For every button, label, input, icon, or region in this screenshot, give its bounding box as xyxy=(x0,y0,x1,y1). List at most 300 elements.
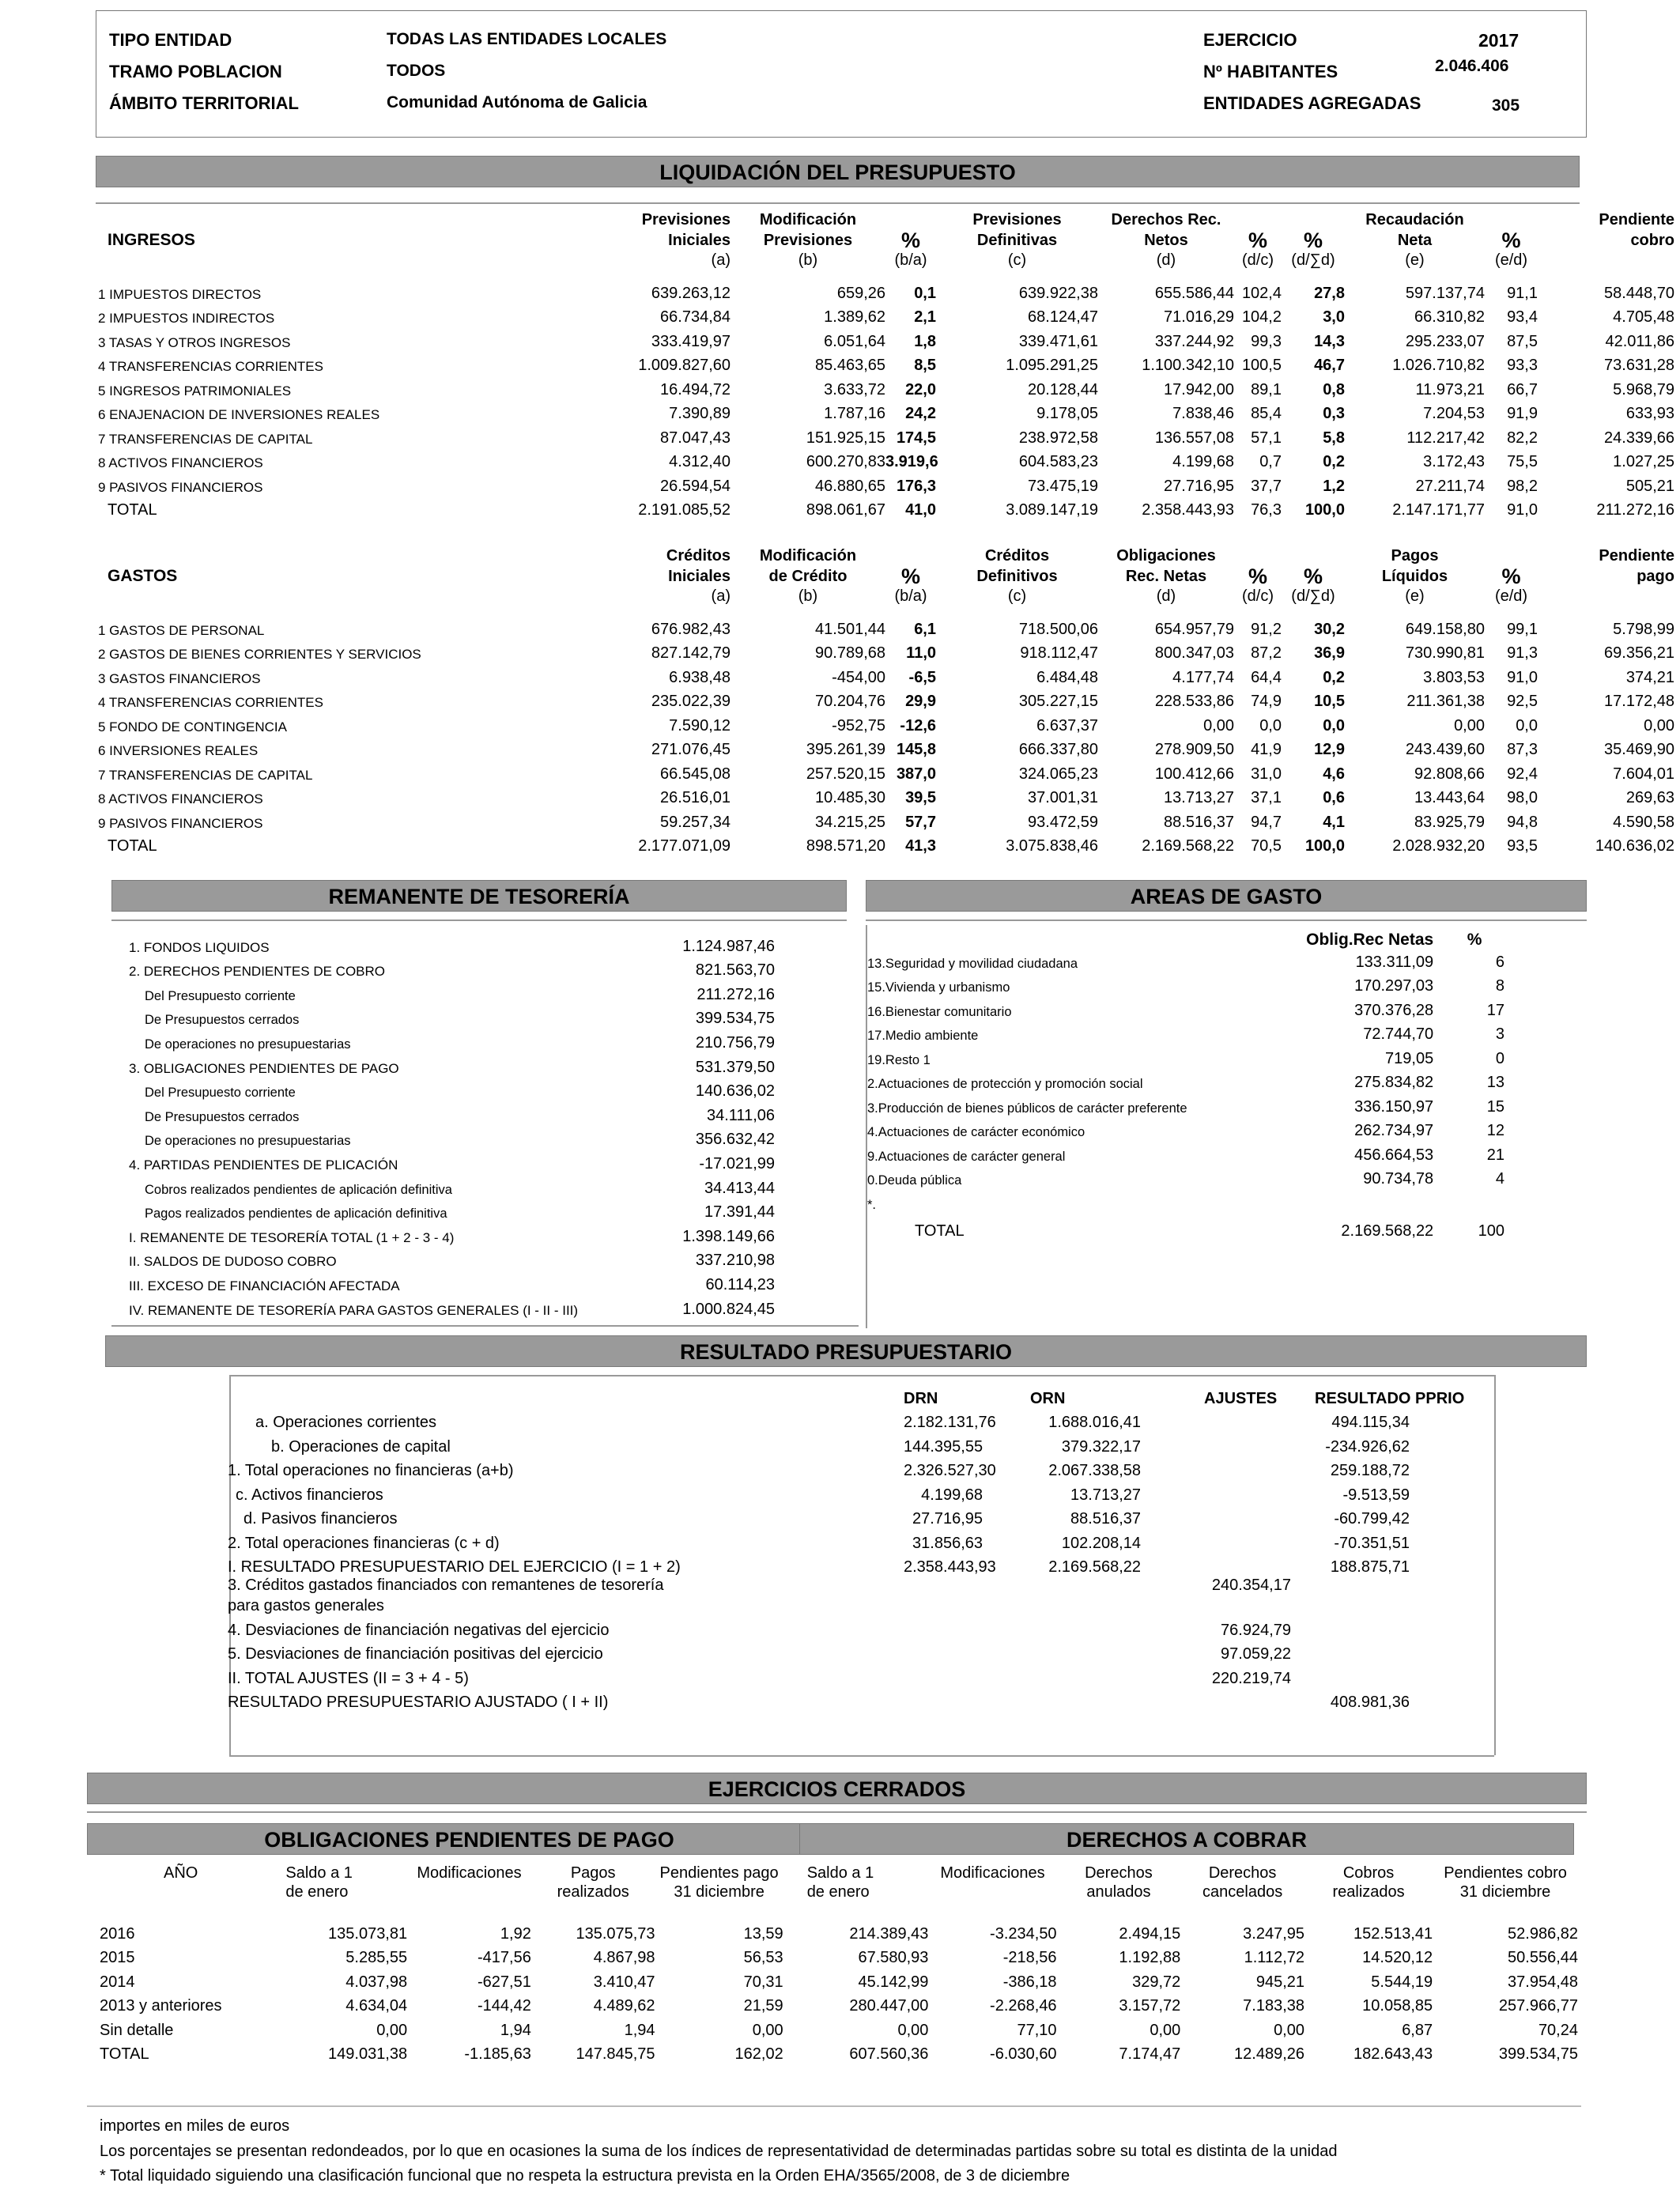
remanente-row-label: 1. FONDOS LIQUIDOS xyxy=(129,939,270,955)
gastos-row-value: 666.337,80 xyxy=(1018,741,1098,758)
gastos-row-value: 395.261,39 xyxy=(806,741,885,758)
gastos-col-header: % xyxy=(1303,565,1323,588)
resultado-row xyxy=(224,1577,1410,1595)
remanente-row-value: 1.398.149,66 xyxy=(682,1227,775,1245)
areas-row-label: 13.Seguridad y movilidad ciudadana xyxy=(867,956,1078,971)
ingresos-row-label: 3 TASAS Y OTROS INGRESOS xyxy=(98,334,291,350)
areas-row-label: 4.Actuaciones de carácter económico xyxy=(867,1125,1085,1139)
ingresos-row-value: 1.027,25 xyxy=(1613,453,1674,470)
gastos-section-label: GASTOS xyxy=(108,566,178,585)
ingresos-row-value: 24,2 xyxy=(905,405,936,422)
resultado-orn: 1.688.016,41 xyxy=(1048,1414,1141,1431)
gastos-row-value: 211.361,38 xyxy=(1406,693,1485,710)
areas-row-pct: 0 xyxy=(1495,1049,1504,1067)
gastos-row-value: 4.590,58 xyxy=(1613,813,1674,831)
ingresos-col-header: (d/∑d) xyxy=(1291,251,1335,269)
ingresos-total-value: 41,0 xyxy=(905,501,936,519)
gastos-row-value: 13.713,27 xyxy=(1164,789,1234,806)
resultado-col-header: ORN xyxy=(1030,1389,1066,1407)
cerrados-value: 945,21 xyxy=(1255,1973,1304,1991)
cerrados-value: 149.031,38 xyxy=(328,2045,408,2063)
gastos-row-value: 29,9 xyxy=(905,693,936,710)
gastos-row-value: 87,3 xyxy=(1507,741,1538,758)
gastos-col-header: (d/c) xyxy=(1242,587,1274,605)
ingresos-row-value: 26.594,54 xyxy=(660,477,731,495)
ingresos-row-label: 4 TRANSFERENCIAS CORRIENTES xyxy=(98,359,323,374)
cerrados-value: 607.560,36 xyxy=(849,2045,929,2063)
ingresos-row-value: 3.633,72 xyxy=(824,380,885,398)
gastos-row-value: -6,5 xyxy=(908,668,936,686)
ingresos-total-value: 76,3 xyxy=(1251,501,1282,519)
cerrados-value: 5.544,19 xyxy=(1371,1973,1433,1991)
ingresos-col-header: Pendiente xyxy=(1599,211,1674,228)
cerrados-year: 2014 xyxy=(100,1973,135,1991)
cerrados-title: EJERCICIOS CERRADOS xyxy=(87,1773,1587,1804)
resultado-row xyxy=(224,1480,1410,1505)
cerrados-value: -627,51 xyxy=(478,1973,531,1991)
ingresos-col-header: (a) xyxy=(711,251,731,269)
resultado-orn xyxy=(983,1640,1172,1664)
remanente-row xyxy=(126,1004,775,1029)
gastos-col-header: (d/∑d) xyxy=(1291,587,1335,605)
cerrados-value: 257.966,77 xyxy=(1498,1997,1578,2015)
areas-table xyxy=(867,931,1516,1240)
areas-row-pct xyxy=(1433,1188,1516,1213)
resultado-orn: 2.067.338,58 xyxy=(1048,1462,1141,1479)
gastos-row-value: 30,2 xyxy=(1314,620,1345,638)
cerrados-value: 1.192,88 xyxy=(1119,1949,1181,1966)
gastos-row-label: 1 GASTOS DE PERSONAL xyxy=(98,622,265,638)
ingresos-col-header: Previsiones xyxy=(641,211,731,228)
resultado-drn xyxy=(904,1595,983,1615)
ingresos-row-value: 337.244,92 xyxy=(1154,332,1234,350)
ingresos-row-value: 46.880,65 xyxy=(815,477,885,495)
areas-row-label: 15.Vivienda y urbanismo xyxy=(867,980,1010,995)
ingresos-total-value: 91,0 xyxy=(1507,501,1538,519)
ingresos-col-header: cobro xyxy=(1630,232,1674,249)
areas-row xyxy=(867,1068,1516,1093)
resultado-row xyxy=(224,1505,1410,1529)
gastos-row-label: 5 FONDO DE CONTINGENCIA xyxy=(98,719,287,734)
gastos-row-value: 41.501,44 xyxy=(815,620,885,638)
ingresos-col-header xyxy=(1538,251,1674,270)
spacer-row xyxy=(96,270,1674,278)
areas-row-label: 19.Resto 1 xyxy=(867,1052,931,1067)
gastos-row-value: 676.982,43 xyxy=(651,620,731,638)
cerrados-value: 13,59 xyxy=(743,1924,783,1943)
ingresos-row-value: 3.919,6 xyxy=(885,453,938,470)
gastos-row-value: 92,4 xyxy=(1507,765,1538,783)
areas-row-label: 16.Bienestar comunitario xyxy=(867,1004,1012,1019)
gastos-col-header xyxy=(1538,587,1674,606)
gastos-row-value: 6,1 xyxy=(914,620,936,638)
areas-row xyxy=(867,1188,1516,1213)
remanente-row xyxy=(126,1198,775,1222)
remanente-row-label: De operaciones no presupuestarias xyxy=(145,1037,351,1052)
habitantes-label: Nº HABITANTES xyxy=(1203,62,1338,81)
ambito-value: Comunidad Autónoma de Galicia xyxy=(387,93,647,111)
ingresos-row-label: 6 ENAJENACION DE INVERSIONES REALES xyxy=(98,407,380,422)
ingresos-row-value: 0,2 xyxy=(1323,453,1345,470)
areas-row xyxy=(867,995,1516,1020)
ingresos-row-value: 1,2 xyxy=(1323,477,1345,495)
remanente-row xyxy=(126,980,775,1004)
cerrados-value: 4.489,62 xyxy=(593,1997,655,2015)
cerrados-value: 45.142,99 xyxy=(858,1973,929,1991)
gastos-row-value: 6.637,37 xyxy=(1036,716,1098,734)
remanente-row-value: 531.379,50 xyxy=(695,1058,775,1076)
agregadas-value: 305 xyxy=(1492,96,1520,115)
gastos-row-value: 800.347,03 xyxy=(1154,644,1234,662)
gastos-row-value: 235.022,39 xyxy=(651,693,731,710)
ingresos-row-value: 174,5 xyxy=(896,429,936,447)
ingresos-row-value: 136.557,08 xyxy=(1154,429,1234,447)
gastos-col-header: % xyxy=(900,565,920,588)
ingresos-row-value: 0,7 xyxy=(1259,453,1282,470)
areas-row-value: 90.734,78 xyxy=(1363,1170,1434,1188)
ingresos-row xyxy=(96,375,1674,399)
areas-row xyxy=(867,1116,1516,1141)
ingresos-row-value: 4.199,68 xyxy=(1172,453,1234,470)
areas-row-value: 133.311,09 xyxy=(1355,953,1434,971)
areas-row-label: 17.Medio ambiente xyxy=(867,1029,979,1043)
gastos-row-value: 0,00 xyxy=(1644,716,1674,734)
ejercicios-cerrados-table xyxy=(100,1864,1578,2064)
cerrados-value: 56,53 xyxy=(743,1949,783,1966)
ingresos-row-value: 6.051,64 xyxy=(824,332,885,350)
remanente-row-value: 140.636,02 xyxy=(695,1082,775,1101)
areas-total-value: 2.169.568,22 xyxy=(1341,1222,1434,1240)
gastos-col-header: (a) xyxy=(711,587,731,605)
areas-row-pct: 6 xyxy=(1495,953,1504,971)
ingresos-row-label: 7 TRANSFERENCIAS DE CAPITAL xyxy=(98,431,313,447)
gastos-row-value: 718.500,06 xyxy=(1018,620,1098,638)
cerrados-value: 214.389,43 xyxy=(849,1924,929,1943)
ingresos-row-value: 151.925,15 xyxy=(806,429,885,447)
cerrados-value: -6.030,60 xyxy=(990,2045,1057,2063)
cerrados-value: 21,59 xyxy=(743,1997,783,2015)
areas-col-oblig: Oblig.Rec Netas xyxy=(1306,931,1434,949)
cerrados-value: 1,92 xyxy=(500,1924,531,1943)
resultado-pprio xyxy=(1291,1640,1410,1664)
ingresos-row-value: 75,5 xyxy=(1507,453,1538,470)
ingresos-total-value: 898.061,67 xyxy=(806,501,885,519)
gastos-col-header: pago xyxy=(1637,568,1674,585)
areas-row-label: 0.Deuda pública xyxy=(867,1173,962,1188)
ingresos-row xyxy=(96,278,1674,303)
resultado-pprio xyxy=(1291,1595,1410,1615)
resultado-row-label: 4. Desviaciones de financiación negativas del ejercicio xyxy=(228,1621,610,1639)
cerrados-value: 329,72 xyxy=(1132,1973,1181,1991)
remanente-row xyxy=(126,1173,775,1198)
cerrados-year: 2016 xyxy=(100,1924,135,1943)
areas-top-divider xyxy=(866,920,1587,921)
ingresos-col-header: Modificación xyxy=(759,211,857,228)
cerrados-value: 14.520,12 xyxy=(1362,1949,1433,1966)
gastos-row-value: 0,2 xyxy=(1323,668,1345,686)
remanente-row-label: 3. OBLIGACIONES PENDIENTES DE PAGO xyxy=(129,1060,399,1076)
footer-note-units: importes en miles de euros xyxy=(100,2117,290,2135)
gastos-col-header: (e/d) xyxy=(1494,587,1528,605)
gastos-col-header: Pendiente xyxy=(1599,547,1674,565)
ingresos-row-value: 16.494,72 xyxy=(660,380,731,398)
ingresos-row-value: 639.263,12 xyxy=(651,284,731,302)
ingresos-row-value: 1.009.827,60 xyxy=(638,357,731,374)
ingresos-row-value: 339.471,61 xyxy=(1018,332,1098,350)
ingresos-row-value: 24.339,66 xyxy=(1604,429,1674,447)
resultado-drn: 2.326.527,30 xyxy=(904,1462,996,1479)
ingresos-row-value: 57,1 xyxy=(1251,429,1282,447)
resultado-row xyxy=(224,1553,1410,1577)
resultado-row xyxy=(224,1688,1410,1713)
gastos-row-value: -952,75 xyxy=(832,716,885,734)
areas-row-pct: 4 xyxy=(1495,1170,1504,1188)
gastos-total-label: TOTAL xyxy=(108,837,157,855)
resultado-row xyxy=(224,1456,1410,1481)
gastos-row-value: 257.520,15 xyxy=(806,765,885,783)
gastos-row-value: 0,0 xyxy=(1259,716,1282,734)
ingresos-row-value: 600.270,83 xyxy=(806,453,885,470)
cerrados-value: 52.986,82 xyxy=(1508,1924,1578,1943)
gastos-col-header: Obligaciones xyxy=(1116,547,1216,565)
cerrados-value: 1,94 xyxy=(500,2021,531,2039)
ingresos-row-value: 27.716,95 xyxy=(1164,477,1234,495)
ingresos-total-value: 100,0 xyxy=(1304,501,1345,519)
cerrados-col-header: Cobros xyxy=(1342,1864,1395,1882)
gastos-row-value: 4.177,74 xyxy=(1172,668,1234,686)
ingresos-row-value: 68.124,47 xyxy=(1028,308,1098,326)
remanente-row xyxy=(126,1125,775,1150)
ingresos-col-header: Iniciales xyxy=(668,232,731,249)
gastos-row-value: 26.516,01 xyxy=(660,789,731,806)
gastos-row-label: 2 GASTOS DE BIENES CORRIENTES Y SERVICIOS xyxy=(98,647,421,662)
gastos-row xyxy=(96,711,1674,735)
ingresos-row-value: 73.631,28 xyxy=(1604,357,1674,374)
remanente-row-value: 1.000.824,45 xyxy=(682,1300,775,1318)
header-box xyxy=(96,10,1587,138)
cerrados-value: 10.058,85 xyxy=(1362,1997,1433,2015)
cerrados-value: 0,00 xyxy=(376,2021,408,2039)
remanente-row xyxy=(126,1052,775,1077)
ingresos-row-value: 98,2 xyxy=(1507,477,1538,495)
cerrados-col-header: 31 diciembre xyxy=(1459,1883,1551,1901)
gastos-row-value: 57,7 xyxy=(905,813,936,831)
resultado-pprio xyxy=(1291,1615,1410,1640)
ingresos-total-label: TOTAL xyxy=(108,501,157,519)
ingresos-col-header: Netos xyxy=(1144,232,1188,249)
ingresos-row-value: 1.095.291,25 xyxy=(1006,357,1098,374)
cerrados-value: 37.954,48 xyxy=(1508,1973,1578,1991)
areas-row xyxy=(867,1140,1516,1165)
cerrados-value: -218,56 xyxy=(1002,1949,1057,1966)
resultado-col-header: RESULTADO PPRIO xyxy=(1315,1389,1465,1407)
remanente-row xyxy=(126,1149,775,1173)
ingresos-row xyxy=(96,399,1674,424)
ingresos-row-value: 633,93 xyxy=(1625,405,1674,422)
resultado-row xyxy=(224,1432,1410,1456)
ingresos-row xyxy=(96,303,1674,327)
gastos-row-value: 37,1 xyxy=(1251,789,1282,806)
gastos-col-header: Definitivos xyxy=(976,568,1058,585)
cerrados-col-header: Pendientes cobro xyxy=(1444,1864,1567,1882)
ingresos-col-header: (b/a) xyxy=(894,251,927,269)
gastos-row-value: 99,1 xyxy=(1507,620,1538,638)
gastos-row-value: 100.412,66 xyxy=(1154,765,1234,783)
gastos-total-value: 100,0 xyxy=(1304,837,1345,855)
areas-row-pct: 21 xyxy=(1486,1146,1504,1164)
ingresos-row-value: 104,2 xyxy=(1241,308,1282,326)
ingresos-row-label: 1 IMPUESTOS DIRECTOS xyxy=(98,286,262,302)
ejercicio-value: 2017 xyxy=(1478,30,1520,51)
ingresos-row-value: 4.312,40 xyxy=(669,453,731,470)
resultado-drn: 144.395,55 xyxy=(904,1437,983,1456)
gastos-row-value: 59.257,34 xyxy=(660,813,731,831)
gastos-row-value: 7.604,01 xyxy=(1613,765,1674,783)
cerrados-col-header: de enero xyxy=(806,1883,870,1901)
gastos-row-value: 0,00 xyxy=(1454,716,1485,734)
tramo-label: TRAMO POBLACION xyxy=(109,62,282,81)
ingresos-row-value: 73.475,19 xyxy=(1028,477,1098,495)
cerrados-col-header xyxy=(407,1882,531,1901)
ingresos-row-value: 2,1 xyxy=(914,308,936,326)
resultado-ajustes xyxy=(1172,1553,1291,1577)
resultado-drn xyxy=(904,1640,983,1664)
ingresos-row-value: 4.705,48 xyxy=(1613,308,1674,326)
gastos-row-label: 6 INVERSIONES REALES xyxy=(98,743,259,758)
ingresos-col-header: % xyxy=(900,228,920,252)
gastos-row xyxy=(96,735,1674,760)
resultado-row-label: II. TOTAL AJUSTES (II = 3 + 4 - 5) xyxy=(228,1669,469,1687)
ingresos-row-label: 5 INGRESOS PATRIMONIALES xyxy=(98,383,292,398)
cerrados-col-header: Modificaciones xyxy=(940,1864,1045,1882)
ingresos-row-value: 17.942,00 xyxy=(1164,380,1234,398)
remanente-row-label: 4. PARTIDAS PENDIENTES DE PLICACIÓN xyxy=(129,1157,398,1173)
gastos-row-value: 83.925,79 xyxy=(1414,813,1485,831)
resultado-ajustes xyxy=(1172,1456,1291,1481)
cerrados-header-row xyxy=(100,1864,1578,1882)
areas-row-value xyxy=(1270,1188,1434,1213)
resultado-ajustes: 220.219,74 xyxy=(1211,1669,1291,1687)
ingresos-row-value: 0,3 xyxy=(1323,405,1345,422)
resultado-ajustes xyxy=(1172,1505,1291,1529)
derechos-cobrar-title: DERECHOS A COBRAR xyxy=(799,1823,1574,1855)
gastos-col-header: % xyxy=(1501,565,1521,588)
gastos-row-value: 654.957,79 xyxy=(1154,620,1234,638)
resultado-pprio: -70.351,51 xyxy=(1334,1534,1410,1552)
gastos-row-value: 4,1 xyxy=(1323,813,1345,831)
resultado-ajustes: 97.059,22 xyxy=(1221,1645,1291,1663)
remanente-row-label: De Presupuestos cerrados xyxy=(145,1013,300,1028)
cerrados-col-header: Saldo a 1 xyxy=(806,1864,874,1882)
habitantes-value: 2.046.406 xyxy=(1435,57,1509,75)
gastos-row-label: 9 PASIVOS FINANCIEROS xyxy=(98,815,263,831)
resultado-ajustes xyxy=(1172,1408,1291,1433)
ingresos-col-header: (e) xyxy=(1405,251,1425,269)
areas-row-value: 719,05 xyxy=(1385,1049,1434,1067)
remanente-bottom-divider xyxy=(111,1325,859,1327)
resultado-orn xyxy=(983,1615,1172,1640)
ingresos-row-value: 5,8 xyxy=(1323,429,1345,447)
remanente-row-label: Pagos realizados pendientes de aplicación definitiva xyxy=(145,1207,447,1222)
ingresos-total-value: 2.358.443,93 xyxy=(1142,501,1234,519)
gastos-row-value: 39,5 xyxy=(905,789,936,806)
ingresos-row-value: 22,0 xyxy=(905,380,936,398)
cerrados-row xyxy=(100,1967,1578,1992)
areas-title: AREAS DE GASTO xyxy=(866,880,1587,912)
gastos-row-label: 8 ACTIVOS FINANCIEROS xyxy=(98,791,263,806)
gastos-row-value: 74,9 xyxy=(1251,693,1282,710)
areas-row-pct: 15 xyxy=(1486,1097,1504,1116)
resultado-drn xyxy=(904,1663,983,1688)
cerrados-value: 2.494,15 xyxy=(1119,1924,1181,1943)
ingresos-row-value: 7.838,46 xyxy=(1172,405,1234,422)
ingresos-table xyxy=(96,210,1674,519)
resultado-orn: 13.713,27 xyxy=(1070,1486,1141,1504)
gastos-table xyxy=(96,546,1674,855)
ingresos-row-value: 238.972,58 xyxy=(1018,429,1098,447)
cerrados-row xyxy=(100,1992,1578,2016)
cerrados-value: 399.534,75 xyxy=(1498,2045,1578,2063)
gastos-col-header: Rec. Netas xyxy=(1125,568,1207,585)
liq-header-row xyxy=(96,546,1674,566)
ingresos-total-value: 2.191.085,52 xyxy=(638,501,731,519)
tipo-entidad-label: TIPO ENTIDAD xyxy=(109,30,232,50)
spacer-row xyxy=(96,606,1674,614)
cerrados-value: 135.073,81 xyxy=(328,1924,408,1943)
resultado-row-label: 1. Total operaciones no financieras (a+b) xyxy=(228,1462,514,1479)
remanente-row-value: 60.114,23 xyxy=(705,1275,775,1293)
areas-row xyxy=(867,1044,1516,1068)
gastos-row-value: 94,7 xyxy=(1251,813,1282,831)
liquidacion-title: LIQUIDACIÓN DEL PRESUPUESTO xyxy=(96,156,1580,187)
areas-row-pct: 3 xyxy=(1495,1025,1504,1043)
resultado-pprio xyxy=(1291,1577,1410,1595)
cerrados-value: 7.183,38 xyxy=(1243,1997,1304,2015)
areas-row-value: 275.834,82 xyxy=(1354,1074,1434,1091)
gastos-col-header: % xyxy=(1248,565,1267,588)
gastos-row-value: 3.803,53 xyxy=(1423,668,1485,686)
resultado-row xyxy=(224,1408,1410,1433)
remanente-row xyxy=(126,1028,775,1052)
ingresos-row-value: 87.047,43 xyxy=(660,429,731,447)
gastos-total-row xyxy=(96,832,1674,856)
gastos-row-value: 269,63 xyxy=(1625,789,1674,806)
resultado-drn: 4.199,68 xyxy=(921,1486,983,1504)
cerrados-value: 0,00 xyxy=(897,2021,929,2039)
cerrados-value: 12.489,26 xyxy=(1234,2045,1304,2063)
gastos-row xyxy=(96,639,1674,663)
ingresos-col-header: Neta xyxy=(1397,232,1433,249)
resultado-bottom-divider xyxy=(229,1755,1494,1757)
gastos-row-value: 13.443,64 xyxy=(1414,789,1485,806)
areas-total-row xyxy=(867,1213,1516,1240)
cerrados-year: TOTAL xyxy=(100,2045,149,2063)
gastos-row-value: 94,8 xyxy=(1507,813,1538,831)
gastos-col-header: Líquidos xyxy=(1381,568,1448,585)
cerrados-value: 50.556,44 xyxy=(1508,1949,1578,1966)
resultado-drn xyxy=(904,1688,983,1713)
ingresos-row-value: 505,21 xyxy=(1625,477,1674,495)
gastos-row-value: 88.516,37 xyxy=(1164,813,1234,831)
gastos-row-value: 12,9 xyxy=(1314,741,1345,758)
remanente-row-value: 34.111,06 xyxy=(706,1106,775,1124)
gastos-row-value: 92,5 xyxy=(1507,693,1538,710)
remanente-row xyxy=(126,956,775,980)
cerrados-value: 67.580,93 xyxy=(858,1949,929,1966)
ingresos-row-value: 333.419,97 xyxy=(651,332,731,350)
resultado-orn xyxy=(983,1595,1172,1615)
gastos-row-value: 649.158,80 xyxy=(1405,620,1485,638)
